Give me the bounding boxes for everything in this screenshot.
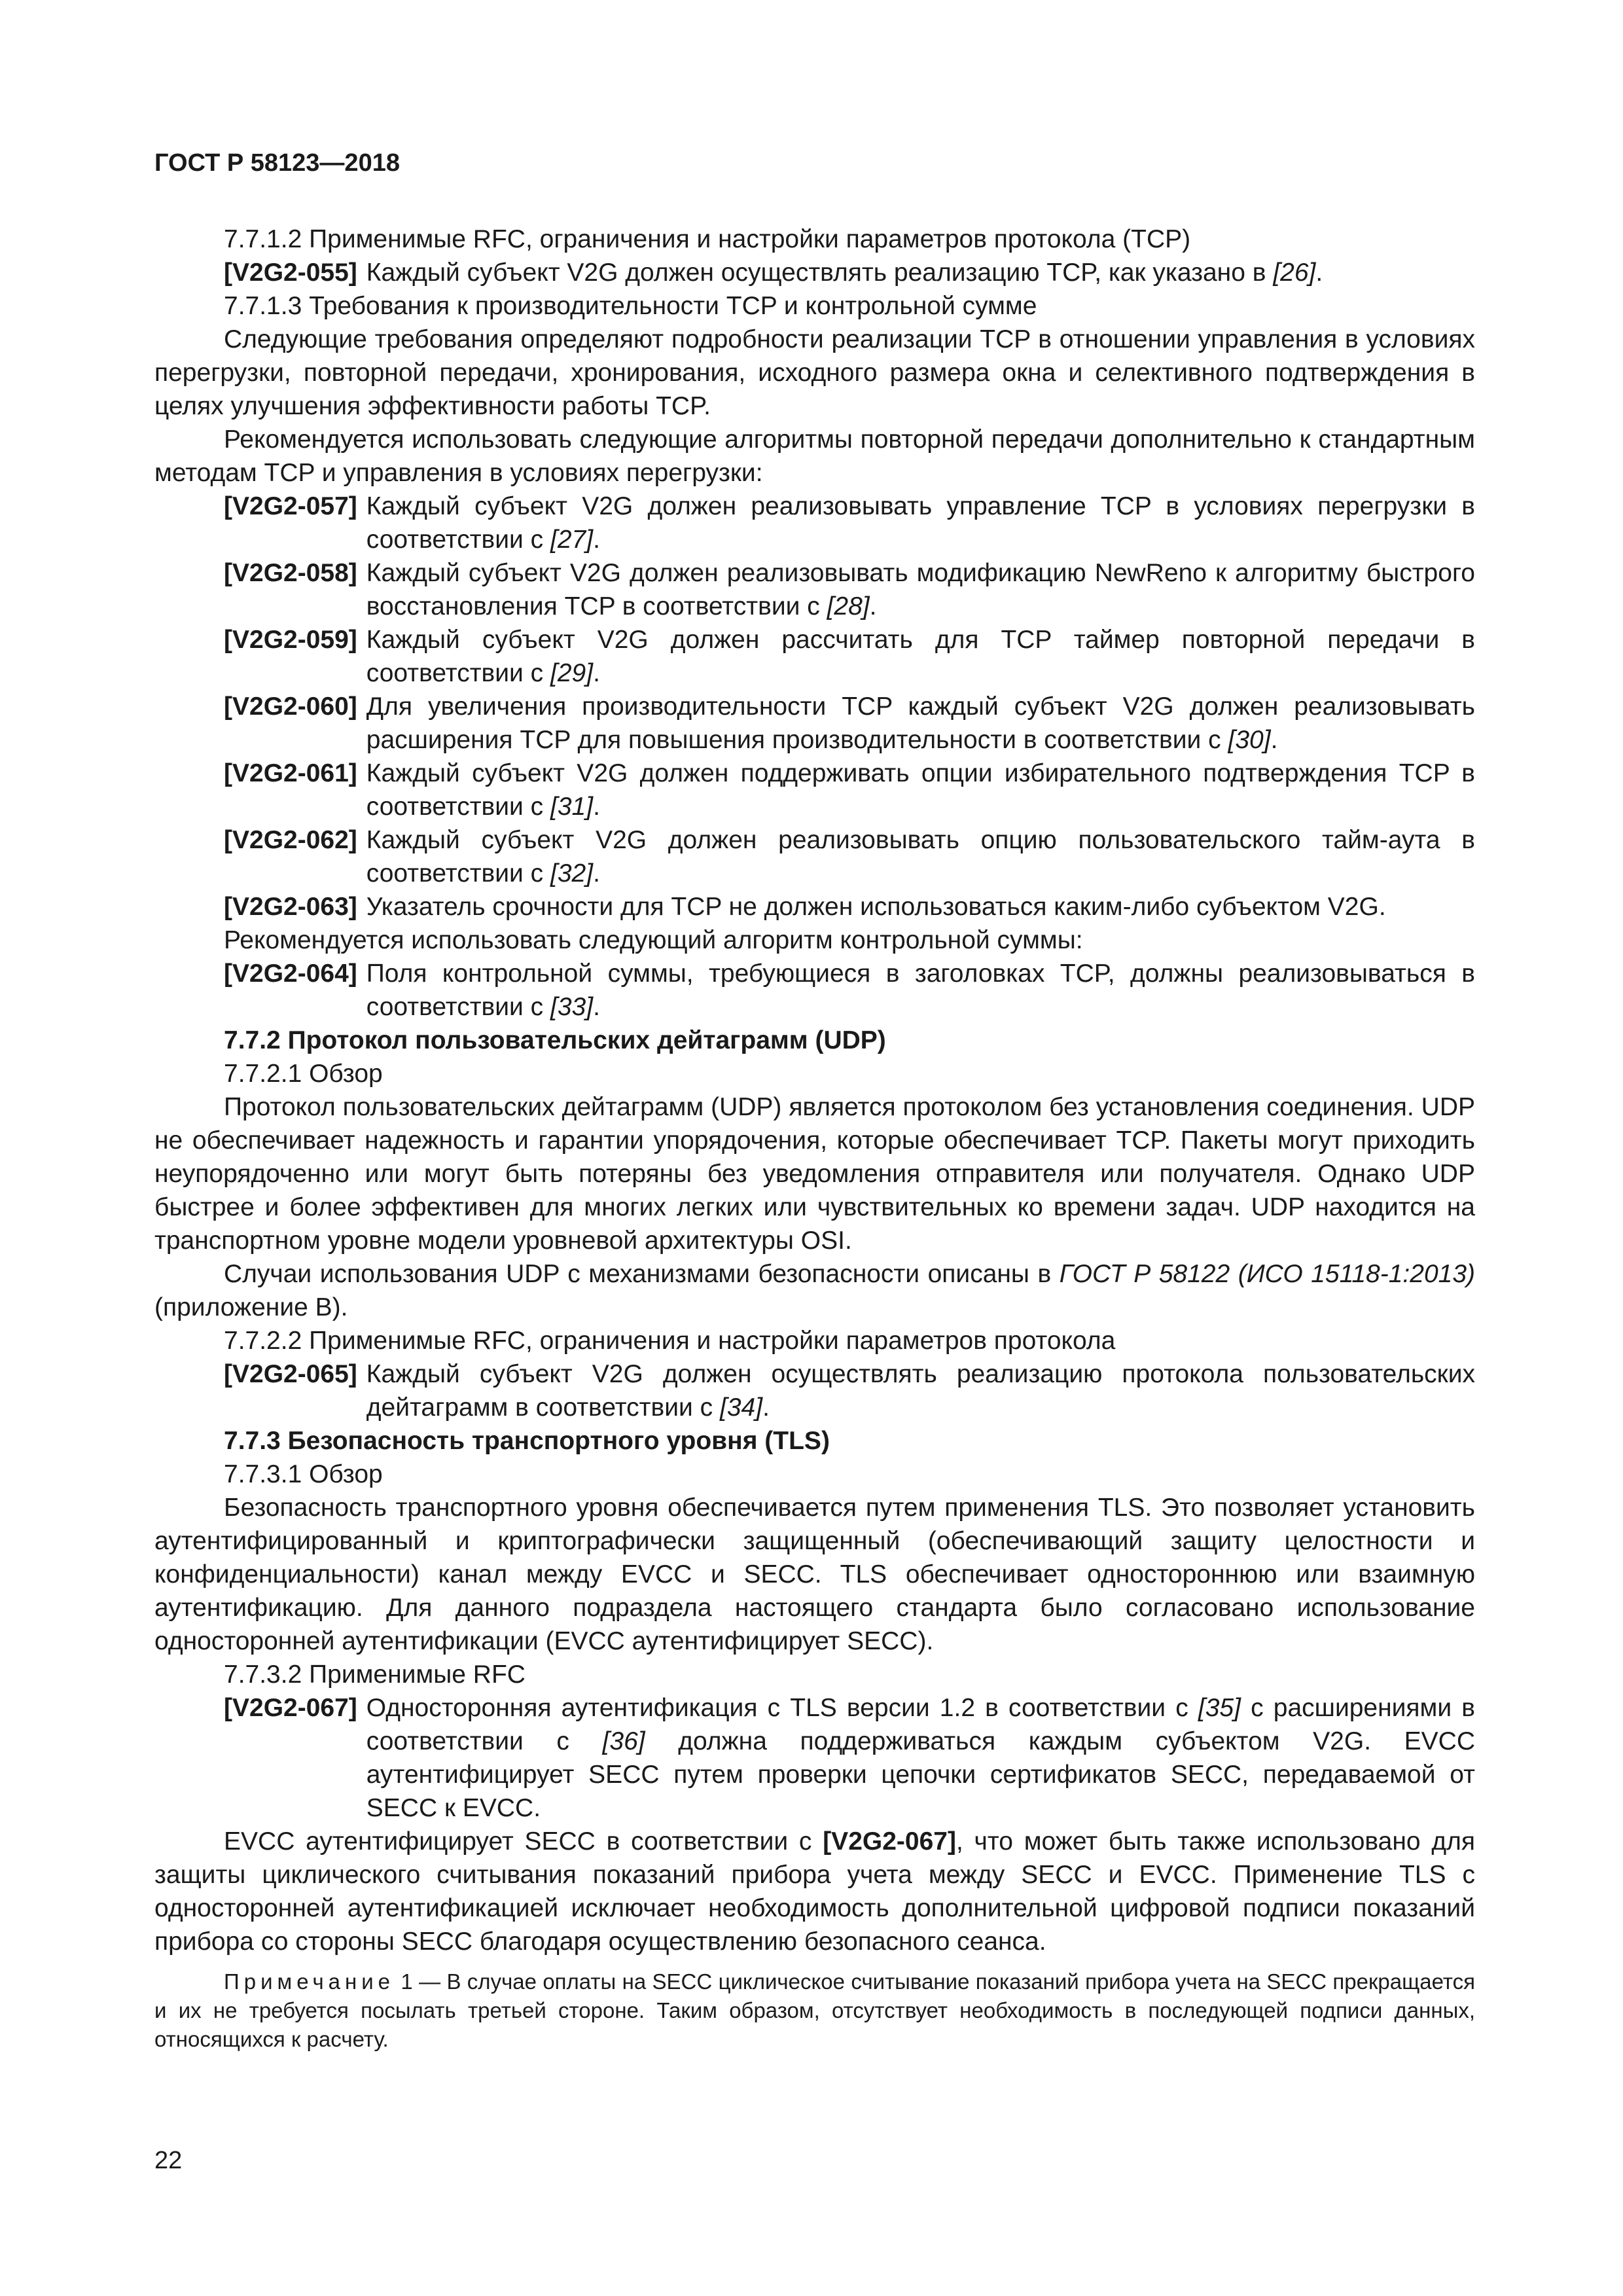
reference-link: [34] <box>720 1393 763 1422</box>
note-label: Примечание <box>224 1969 395 1994</box>
requirement-code: [V2G2-067] <box>224 1694 357 1722</box>
requirement-code: [V2G2-067] <box>823 1827 956 1856</box>
paragraph: Протокол пользовательских дейтаграмм (UDP) является протоколом без установления соединения. UDP не обеспечивает надежность и гарантии упорядочения, которые обеспечивает TCP. Пакеты могут приходить неупорядоченно или могут быть потеряны без уведомления отправителя или получателя. Однако UDP быстрее и более эффективен для многих легких или чувствительных ко времени задач. UDP находится на транспортном уровне модели уровневой архитектуры OSI. <box>154 1093 1475 1255</box>
requirement-text: Каждый субъект V2G должен реализовывать опцию пользовательского тайм-аута в соответствии с [32]. <box>366 826 1475 888</box>
requirement-code: [V2G2-057] <box>224 492 357 520</box>
reference-link: [31] <box>550 793 594 821</box>
requirement-v2g2-064 <box>154 957 1475 1024</box>
requirement-text: Указатель срочности для TCP не должен использоваться каким-либо субъектом V2G. <box>366 893 1386 921</box>
paragraph: Случаи использования UDP с механизмами безопасности описаны в ГОСТ Р 58122 (ИСО 15118-1:2013) (приложение В). <box>154 1260 1475 1321</box>
note <box>154 1967 1475 2054</box>
paragraph: Рекомендуется использовать следующий алгоритм контрольной суммы: <box>224 926 1083 954</box>
reference-link: [32] <box>550 859 594 888</box>
requirement-v2g2-065 <box>154 1357 1475 1424</box>
reference-link: [30] <box>1228 726 1271 754</box>
reference-link: [36] <box>602 1727 645 1755</box>
requirement-code: [V2G2-062] <box>224 826 357 854</box>
paragraph: Следующие требования определяют подробности реализации TCP в отношении управления в условиях перегрузки, повторной передачи, хронирования, исходного размера окна и селективного подтверждения в целях улучшения эффективности работы TCP. <box>154 325 1475 420</box>
paragraph: EVCC аутентифицирует SECC в соответствии с [V2G2-067], что может быть также использовано для защиты циклического считывания показаний прибора учета между SECC и EVCC. Применение TLS с односторонней аутентификацией исключает необходимость дополнительной цифровой подписи показаний прибора со стороны SECC благодаря осуществлению безопасного сеанса. <box>154 1827 1475 1956</box>
note-text: — В случае оплаты на SECC циклическое считывание показаний прибора учета на SECC прекращается и их не требуется посылать третьей стороне. Таким образом, отсутствует необходимость в последующей подписи данных, относящихся к расчету. <box>154 1969 1475 2051</box>
requirement-text: Каждый субъект V2G должен реализовывать управление TCP в условиях перегрузки в соответствии с [27]. <box>366 492 1475 554</box>
requirement-v2g2-060 <box>154 690 1475 757</box>
reference-link: [27] <box>550 526 594 554</box>
requirement-text: Для увеличения производительности TCP каждый субъект V2G должен реализовывать расширения TCP для повышения производительности в соответствии с [30]. <box>366 692 1475 754</box>
requirement-v2g2-059 <box>154 623 1475 690</box>
requirement-text: Каждый субъект V2G должен реализовывать модификацию NewReno к алгоритму быстрого восстановления TCP в соответствии с [28]. <box>366 559 1475 620</box>
requirement-code: [V2G2-061] <box>224 759 357 787</box>
requirement-v2g2-055 <box>154 256 1475 289</box>
document-header: ГОСТ Р 58123—2018 <box>154 149 400 177</box>
requirement-text: Каждый субъект V2G должен осуществлять реализацию протокола пользовательских дейтаграмм в соответствии с [34]. <box>366 1360 1475 1422</box>
note-number: 1 <box>401 1969 413 1994</box>
requirement-code: [V2G2-059] <box>224 626 357 654</box>
requirement-v2g2-061 <box>154 757 1475 823</box>
requirement-text: Каждый субъект V2G должен поддерживать опции избирательного подтверждения TCP в соответствии с [31]. <box>366 759 1475 821</box>
reference-link: [26] <box>1273 259 1316 287</box>
paragraph: Рекомендуется использовать следующие алгоритмы повторной передачи дополнительно к стандартным методам TCP и управления в условиях перегрузки: <box>154 425 1475 487</box>
requirement-code: [V2G2-058] <box>224 559 357 587</box>
section-heading-7-7-1-2: 7.7.1.2 Применимые RFC, ограничения и настройки параметров протокола (TCP) <box>224 225 1191 253</box>
reference-link: [33] <box>550 993 594 1021</box>
section-heading-7-7-3-2: 7.7.3.2 Применимые RFC <box>224 1660 526 1689</box>
requirement-code: [V2G2-065] <box>224 1360 357 1388</box>
requirement-v2g2-057 <box>154 490 1475 556</box>
section-heading-7-7-2: 7.7.2 Протокол пользовательских дейтаграмм (UDP) <box>224 1026 886 1054</box>
requirement-v2g2-058 <box>154 556 1475 623</box>
requirement-v2g2-063 <box>154 890 1475 924</box>
requirement-code: [V2G2-055] <box>224 259 357 287</box>
requirement-v2g2-062 <box>154 823 1475 890</box>
reference-link: [28] <box>827 592 870 620</box>
requirement-v2g2-067 <box>154 1691 1475 1825</box>
section-heading-7-7-1-3: 7.7.1.3 Требования к производительности TCP и контрольной сумме <box>224 292 1037 320</box>
requirement-text: Поля контрольной суммы, требующиеся в заголовках TCP, должны реализовываться в соответствии с [33]. <box>366 960 1475 1021</box>
section-heading-7-7-2-2: 7.7.2.2 Применимые RFC, ограничения и настройки параметров протокола <box>224 1327 1116 1355</box>
reference-link: [35] <box>1198 1694 1241 1722</box>
requirement-code: [V2G2-063] <box>224 893 357 921</box>
requirement-text: Каждый субъект V2G должен рассчитать для TCP таймер повторной передачи в соответствии с [29]. <box>366 626 1475 687</box>
requirement-code: [V2G2-064] <box>224 960 357 988</box>
section-heading-7-7-3: 7.7.3 Безопасность транспортного уровня (TLS) <box>224 1427 830 1455</box>
requirement-text: Каждый субъект V2G должен осуществлять реализацию TCP, как указано в [26]. <box>366 259 1323 287</box>
section-heading-7-7-2-1: 7.7.2.1 Обзор <box>224 1060 383 1088</box>
reference-link: ГОСТ Р 58122 (ИСО 15118-1:2013) <box>1059 1260 1475 1288</box>
requirement-text: Односторонняя аутентификация с TLS версии 1.2 в соответствии с [35] с расширениями в соответствии с [36] должна поддерживаться каждым субъектом V2G. EVCC аутентифицирует SECC путем проверки цепочки сертификатов SECC, передаваемой от SECC к EVCC. <box>366 1694 1476 1822</box>
section-heading-7-7-3-1: 7.7.3.1 Обзор <box>224 1460 383 1488</box>
requirement-code: [V2G2-060] <box>224 692 357 721</box>
reference-link: [29] <box>550 659 594 687</box>
page-number: 22 <box>154 2147 183 2174</box>
document-body <box>154 223 1475 2075</box>
paragraph: Безопасность транспортного уровня обеспечивается путем применения TLS. Это позволяет установить аутентифицированный и криптографически защищенный (обеспечивающий защиту целостности и конфиденциальности) канал между EVCC и SECC. TLS обеспечивает одностороннюю или взаимную аутентификацию. Для данного подраздела настоящего стандарта было согласовано использование односторонней аутентификации (EVCC аутентифицирует SECC). <box>154 1494 1475 1655</box>
